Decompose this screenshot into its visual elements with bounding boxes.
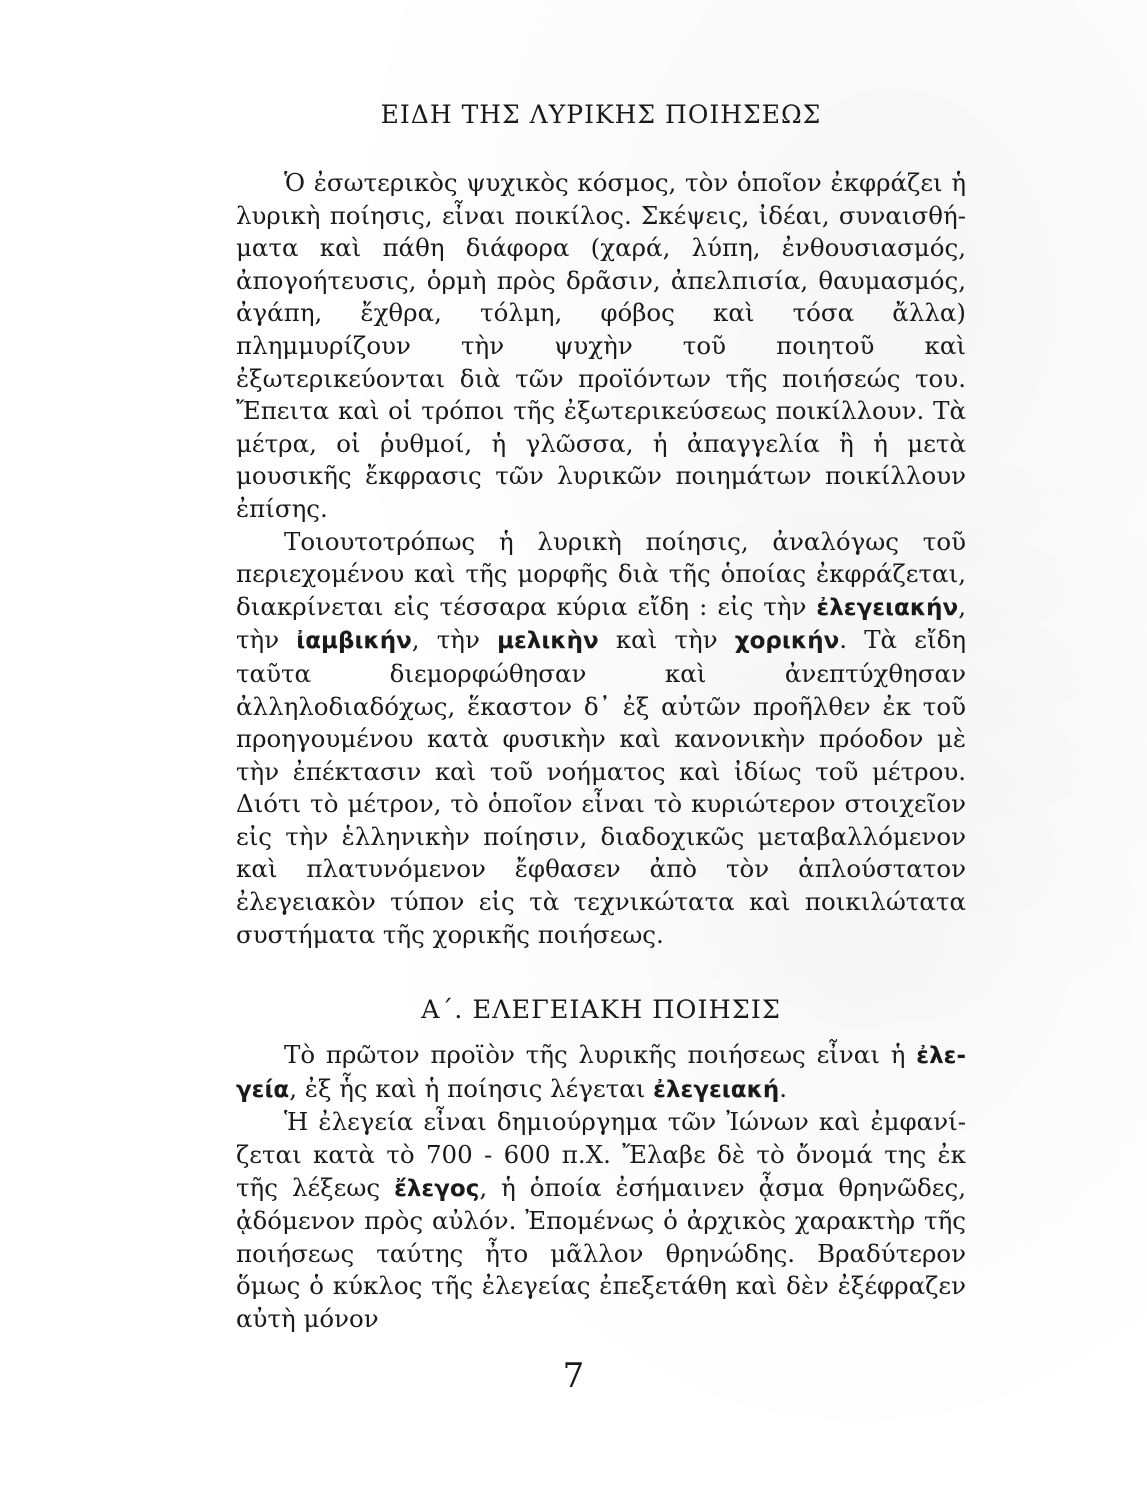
paragraph-2-text: καὶ τὴν: [598, 625, 735, 655]
section-title: Α΄. ΕΛΕΓΕΙΑΚΗ ΠΟΙΗΣΙΣ: [421, 995, 781, 1026]
term-elegeiakin: ἐλεγειακήν: [816, 594, 959, 621]
term-elegeiaki: ἐλεγειακή: [653, 1076, 780, 1103]
term-melikin: μελικὴν: [497, 628, 599, 655]
running-title: ΕΙΔΗ ΤΗΣ ΛΥΡΙΚΗΣ ΠΟΙΗΣΕΩΣ: [380, 100, 822, 129]
paragraph-3: [236, 1039, 966, 1106]
term-elegos: ἔλεγος: [394, 1175, 480, 1202]
paragraph-2-text: Τοιουτοτρόπως ἡ λυρικὴ ποίησις, ἀναλόγως τοῦ περιεχομένου καὶ τῆς μορφῆς διὰ τῆς ὁποίας ἐκφράζεται, διακρίνεται εἰς τέσσαρα κύρια εἴδη : εἰς τὴν: [236, 526, 966, 621]
paragraph-3-text: .: [779, 1073, 788, 1103]
paragraph-1: Ὁ ἐσωτερικὸς ψυχικὸς κόσμος, τὸν ὁποῖον ἐκφράζει ἡ λυρικὴ ποίησις, εἶναι ποικίλος. Σκέψεις, ἰδέαι, συναισθήματα καὶ πάθη διάφορα (χαρά, λύπη, ἐνθουσιασμός, ἀπογοήτευσις, ὁρμὴ πρὸς δρᾶσιν, ἀπελπισία, θαυμασμός, ἀγάπη, ἔχθρα, τόλμη, φόβος καὶ τόσα ἄλλα) πλημμυρίζουν τὴν ψυχὴν τοῦ ποιητοῦ καὶ ἐξωτερικεύονται διὰ τῶν προϊόντων τῆς ποιήσεώς του. Ἔπειτα καὶ οἱ τρόποι τῆς ἐξωτερικεύσεως ποικίλλουν. Τὰ μέτρα, οἱ ῥυθμοί, ἡ γλῶσσα, ἡ ἀπαγγελία ἢ ἡ μετὰ μουσικῆς ἔκφρασις τῶν λυρικῶν ποιημάτων ποικίλλουν ἐπίσης.: [236, 168, 966, 523]
term-iamvikin: ἰαμβικήν: [296, 628, 412, 655]
paragraph-3-text: Τὸ πρῶτον προϊὸν τῆς λυρικῆς ποιήσεως εἶναι ἡ: [284, 1040, 917, 1070]
page-number: 7: [562, 1356, 585, 1396]
term-elegeia: ἐλεγεία: [236, 1043, 966, 1103]
paragraph-4-text: Ἡ ἐλεγεία εἶναι δημιούργημα τῶν Ἰώνων καὶ ἐμφανίζεται κατὰ τὸ 700 - 600 π.Χ. Ἔλαβε δὲ τὸ ὄνομά της ἐκ τῆς λέξεως: [236, 1107, 966, 1202]
term-chorikin: χορικήν: [734, 628, 840, 655]
paragraph-2-text: , τὴν: [411, 625, 498, 655]
text-column: [236, 100, 966, 1336]
paragraph-4: [236, 1106, 966, 1335]
paragraph-2-text: . Τὰ εἴδη ταῦτα διεμορφώθησαν καὶ ἀνεπτύχθησαν ἀλληλοδιαδόχως, ἕκαστον δ᾽ ἐξ αὐτῶν προῆλθεν ἐκ τοῦ προηγουμένου κατὰ φυσικὴν καὶ κανονικὴν πρόοδον μὲ τὴν ἐπέκτασιν καὶ τοῦ νοήματος καὶ ἰδίως τοῦ μέτρου. Διότι τὸ μέτρον, τὸ ὁποῖον εἶναι τὸ κυριώτερον στοιχεῖον εἰς τὴν ἑλληνικὴν ποίησιν, διαδοχικῶς μεταβαλλόμενον καὶ πλατυνόμενον ἔφθασεν ἀπὸ τὸν ἁπλούστατον ἐλεγειακὸν τύπον εἰς τὰ τεχνικώτατα καὶ ποικιλώτατα συστήματα τῆς χορικῆς ποιήσεως.: [236, 625, 966, 949]
paragraph-2: [236, 526, 966, 952]
paragraph-3-text: , ἐξ ἧς καὶ ἡ ποίησις λέγεται: [289, 1073, 654, 1103]
paragraph-4-text: , ἡ ὁποία ἐσήμαινεν ᾆσμα θρηνῶδες, ᾀδόμενον πρὸς αὐλόν. Ἐπομένως ὁ ἀρχικὸς χαρακτὴρ τῆς ποιήσεως ταύτης ἦτο μᾶλλον θρηνώδης. Βραδύτερον ὅμως ὁ κύκλος τῆς ἐλεγείας ἐπεξετάθη καὶ δὲν ἐξέφραζεν αὐτὴ μόνον: [236, 1172, 967, 1333]
paragraph-2-text: , τὴν: [236, 591, 966, 655]
